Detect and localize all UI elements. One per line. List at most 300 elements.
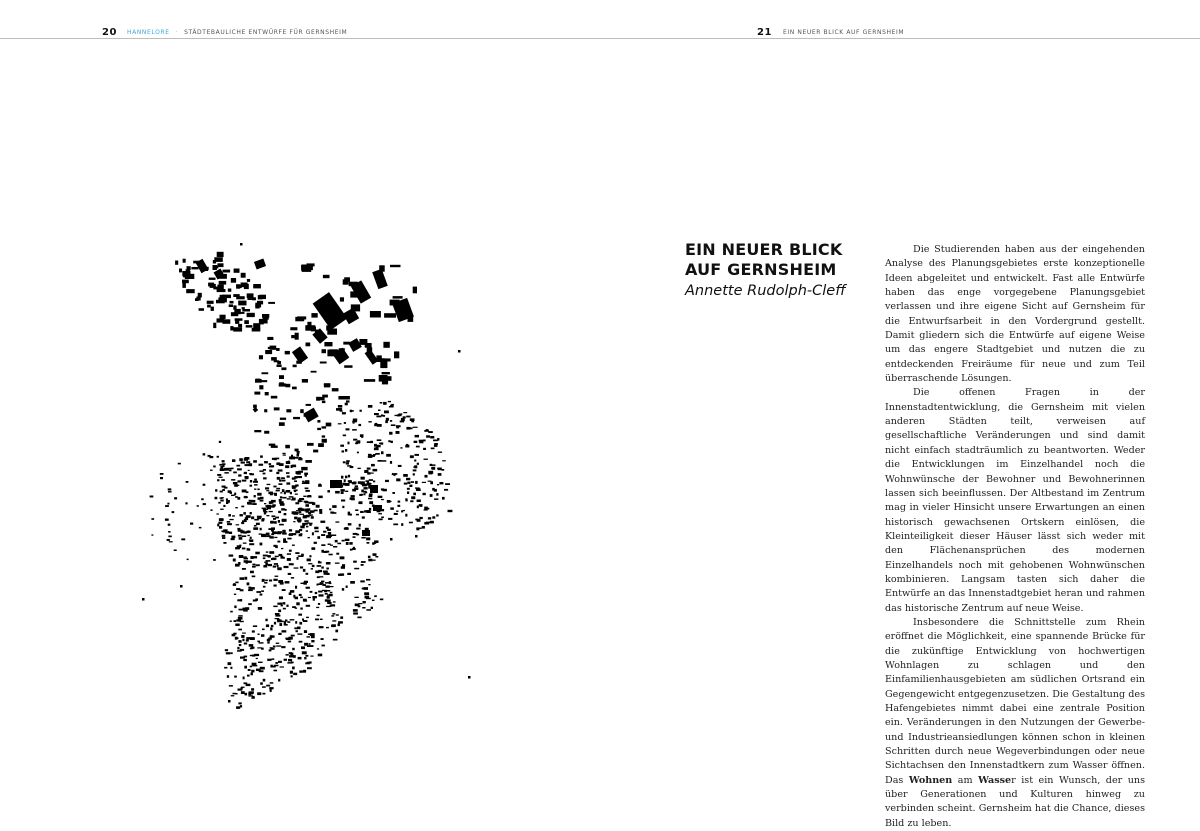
- building-block: [403, 416, 406, 418]
- building-block: [353, 422, 355, 423]
- building-block: [378, 410, 381, 412]
- building-block: [361, 477, 365, 480]
- building-block: [175, 261, 178, 265]
- building-block: [302, 482, 305, 484]
- building-block: [231, 479, 235, 481]
- building-block: [385, 480, 389, 482]
- building-block: [415, 487, 420, 488]
- building-block: [300, 566, 303, 568]
- building-block: [275, 613, 280, 615]
- building-block: [281, 508, 285, 510]
- building-block: [167, 539, 170, 541]
- building-block: [432, 488, 435, 491]
- building-block: [381, 414, 385, 417]
- building-block: [279, 623, 282, 626]
- building-block: [273, 606, 277, 608]
- building-block: [417, 528, 421, 529]
- building-block: [221, 530, 224, 532]
- building-block: [307, 636, 311, 637]
- building-block: [237, 599, 242, 601]
- building-block: [151, 534, 153, 535]
- building-block: [370, 441, 373, 443]
- building-block: [280, 666, 284, 667]
- building-block: [335, 630, 338, 633]
- building-block: [304, 630, 307, 633]
- building-block: [346, 586, 348, 588]
- building-block: [382, 489, 387, 492]
- building-block: [299, 641, 303, 643]
- building-block: [272, 458, 275, 460]
- building-block: [380, 442, 383, 444]
- building-block: [326, 527, 329, 529]
- building-block: [241, 506, 244, 508]
- building-block: [367, 542, 370, 544]
- building-block: [271, 446, 278, 448]
- building-block: [186, 289, 195, 293]
- building-block: [279, 479, 282, 481]
- building-block: [333, 639, 338, 641]
- building-block: [247, 313, 255, 317]
- building-block: [398, 465, 402, 467]
- building-block: [329, 583, 332, 584]
- building-block: [396, 431, 400, 434]
- building-block: [264, 582, 267, 584]
- building-block: [250, 637, 255, 640]
- building-block: [330, 604, 332, 606]
- building-block: [270, 492, 273, 495]
- building-block: [292, 648, 295, 650]
- building-block: [272, 658, 275, 660]
- building-block: [181, 538, 185, 540]
- building-block: [274, 407, 280, 410]
- building-block: [297, 557, 299, 560]
- building-block: [285, 351, 290, 355]
- building-block: [353, 609, 358, 612]
- building-block: [253, 405, 257, 408]
- building-block: [380, 599, 383, 601]
- building-block: [282, 519, 285, 522]
- building-block: [305, 504, 309, 507]
- building-block: [357, 452, 359, 454]
- building-block: [165, 519, 169, 521]
- building-block: [369, 508, 371, 511]
- building-block: [320, 521, 325, 523]
- building-block: [397, 505, 400, 507]
- building-block: [247, 675, 250, 677]
- building-block: [308, 537, 310, 538]
- large-building-block: [292, 346, 308, 363]
- building-block: [418, 490, 421, 491]
- building-block: [306, 515, 311, 516]
- building-block: [179, 269, 182, 273]
- building-block: [283, 541, 287, 543]
- building-block: [386, 454, 391, 457]
- building-block: [258, 607, 262, 610]
- building-block: [341, 476, 343, 479]
- building-block: [297, 476, 302, 478]
- building-block: [284, 659, 287, 661]
- building-block: [374, 448, 379, 451]
- building-block: [231, 538, 235, 540]
- building-block: [274, 585, 277, 587]
- building-block: [258, 295, 263, 299]
- building-block: [263, 555, 268, 557]
- building-block: [220, 469, 225, 472]
- building-block: [298, 471, 303, 473]
- building-block: [220, 509, 223, 510]
- building-block: [273, 545, 276, 547]
- building-block: [436, 514, 438, 516]
- building-block: [265, 350, 272, 354]
- building-block: [245, 517, 248, 520]
- building-block: [362, 516, 365, 518]
- building-block: [415, 519, 418, 521]
- building-block: [217, 479, 219, 481]
- building-block: [295, 317, 304, 321]
- building-block: [274, 622, 276, 625]
- building-block: [199, 308, 204, 311]
- building-block: [150, 496, 154, 498]
- building-block: [338, 408, 342, 411]
- building-block: [236, 619, 241, 621]
- building-block: [303, 516, 307, 518]
- building-block: [284, 621, 286, 624]
- building-block: [257, 692, 261, 695]
- building-block: [168, 531, 170, 533]
- building-block: [311, 568, 313, 570]
- building-block: [245, 457, 250, 460]
- building-block: [266, 624, 269, 627]
- building-block: [226, 498, 228, 501]
- building-block: [431, 448, 435, 450]
- building-block: [160, 477, 163, 479]
- building-block: [365, 492, 367, 494]
- building-block: [209, 278, 216, 280]
- building-block: [256, 523, 260, 525]
- building-block: [222, 460, 225, 462]
- building-block: [350, 466, 354, 468]
- building-block: [245, 464, 249, 466]
- building-block: [382, 372, 390, 374]
- building-block: [383, 342, 389, 348]
- building-block: [310, 656, 313, 657]
- building-block: [398, 501, 401, 503]
- building-block: [348, 442, 350, 445]
- building-block: [405, 499, 407, 501]
- building-block: [271, 506, 274, 508]
- building-block: [423, 448, 426, 450]
- building-block: [269, 511, 273, 512]
- building-block: [280, 556, 283, 558]
- building-block: [312, 565, 315, 567]
- building-block: [292, 498, 296, 500]
- building-block: [249, 543, 254, 545]
- building-block: [236, 284, 240, 289]
- building-block: [353, 561, 356, 563]
- building-block: [353, 536, 356, 538]
- building-block: [340, 573, 344, 575]
- building-block: [419, 440, 424, 442]
- building-block: [424, 459, 428, 460]
- building-block: [262, 314, 269, 318]
- building-block: [314, 510, 318, 512]
- building-block: [368, 405, 373, 408]
- building-block: [378, 496, 383, 498]
- building-block: [300, 597, 303, 599]
- building-block: [247, 502, 251, 505]
- building-block: [342, 506, 344, 508]
- building-block: [350, 549, 353, 551]
- building-block: [295, 552, 299, 554]
- building-block: [233, 482, 238, 484]
- building-block: [324, 342, 332, 346]
- building-block: [369, 501, 373, 504]
- building-block: [388, 518, 392, 520]
- building-block: [247, 279, 250, 282]
- building-block: [336, 553, 339, 555]
- large-building-block: [303, 408, 318, 423]
- building-block: [332, 613, 335, 615]
- large-building-block: [373, 505, 382, 511]
- building-block: [279, 501, 284, 504]
- building-block: [240, 657, 245, 659]
- building-block: [249, 500, 252, 502]
- building-block: [229, 685, 233, 687]
- building-block: [303, 600, 307, 601]
- building-block: [392, 492, 395, 494]
- building-block: [352, 482, 355, 484]
- building-block: [304, 520, 308, 522]
- building-block: [235, 318, 243, 321]
- building-block: [248, 530, 250, 532]
- building-block: [271, 558, 275, 560]
- building-block: [254, 430, 261, 432]
- building-block: [361, 494, 363, 496]
- building-block: [423, 493, 426, 495]
- building-block: [299, 534, 303, 536]
- building-block: [276, 462, 280, 465]
- building-block: [419, 517, 423, 519]
- building-block: [346, 428, 350, 430]
- paragraph-3: [885, 616, 1145, 831]
- building-block: [259, 385, 263, 389]
- building-block: [296, 630, 298, 632]
- building-block: [217, 456, 219, 458]
- building-block: [297, 454, 300, 457]
- building-block: [345, 476, 347, 479]
- building-block: [187, 559, 189, 560]
- building-block: [379, 519, 383, 521]
- building-block: [294, 567, 299, 568]
- building-block: [298, 517, 301, 519]
- building-block: [268, 302, 275, 304]
- building-block: [311, 547, 315, 550]
- building-block: [243, 610, 248, 612]
- building-block: [357, 617, 361, 619]
- building-block: [235, 496, 238, 498]
- building-block: [228, 289, 232, 292]
- building-block: [338, 396, 350, 400]
- building-block: [275, 458, 280, 460]
- building-block: [286, 654, 289, 656]
- building-block: [244, 320, 249, 324]
- building-block: [282, 530, 285, 533]
- building-block: [406, 427, 410, 430]
- building-block: [332, 620, 336, 621]
- building-block: [289, 496, 294, 497]
- building-block: [318, 654, 323, 657]
- outlier-building: [458, 350, 461, 353]
- building-block: [384, 313, 396, 318]
- building-block: [228, 514, 231, 516]
- building-block: [234, 606, 236, 609]
- outlier-building: [180, 585, 183, 588]
- building-block: [420, 505, 423, 507]
- building-block: [274, 670, 278, 672]
- building-block: [309, 524, 311, 526]
- building-block: [269, 687, 273, 689]
- building-block: [288, 641, 291, 643]
- building-block: [422, 526, 425, 529]
- building-block: [268, 564, 272, 566]
- building-block: [242, 633, 246, 634]
- building-block: [218, 502, 221, 504]
- building-block: [272, 505, 276, 506]
- building-block: [216, 513, 219, 514]
- building-block: [396, 478, 400, 481]
- building-block: [312, 502, 315, 505]
- building-block: [329, 594, 333, 597]
- building-block: [294, 627, 298, 629]
- building-block: [428, 431, 433, 433]
- building-block: [414, 441, 418, 443]
- building-block: [316, 397, 320, 401]
- building-block: [250, 512, 252, 514]
- building-block: [277, 531, 281, 534]
- building-block: [347, 573, 351, 575]
- building-block: [241, 687, 243, 689]
- building-block: [344, 277, 350, 282]
- building-block: [278, 610, 281, 613]
- building-block: [346, 460, 350, 462]
- building-block: [306, 343, 311, 347]
- building-block: [267, 659, 271, 661]
- building-block: [368, 559, 372, 562]
- building-block: [262, 579, 265, 582]
- building-block: [394, 513, 398, 515]
- building-block: [413, 493, 416, 496]
- outlier-building: [142, 598, 145, 601]
- building-block: [360, 410, 362, 412]
- building-block: [354, 568, 359, 570]
- building-block: [353, 547, 355, 550]
- building-block: [236, 706, 240, 709]
- building-block: [244, 666, 247, 669]
- building-block: [307, 508, 311, 511]
- building-block: [280, 418, 286, 420]
- building-block: [303, 496, 306, 497]
- building-block: [415, 481, 418, 484]
- building-block: [310, 591, 313, 593]
- building-block: [265, 392, 269, 395]
- building-block: [306, 605, 310, 607]
- building-block: [352, 421, 357, 423]
- paragraph-3-bold-wohnen: Wohnen: [908, 774, 953, 786]
- building-block: [403, 412, 407, 413]
- building-block: [294, 457, 298, 459]
- building-block: [388, 401, 391, 402]
- building-block: [270, 647, 273, 648]
- building-block: [272, 531, 277, 534]
- building-block: [355, 509, 358, 511]
- building-block: [182, 283, 186, 288]
- building-block: [262, 508, 267, 510]
- building-block: [413, 427, 418, 428]
- building-block: [276, 472, 279, 474]
- building-block: [264, 503, 266, 504]
- building-block: [263, 473, 266, 475]
- building-block: [291, 533, 296, 535]
- building-block: [307, 667, 312, 669]
- building-block: [374, 595, 377, 597]
- building-block: [373, 454, 376, 455]
- building-block: [406, 444, 408, 447]
- building-block: [254, 525, 257, 527]
- building-block: [279, 524, 284, 526]
- building-block: [348, 475, 350, 478]
- building-block: [298, 500, 301, 503]
- building-block: [263, 679, 266, 682]
- building-block: [223, 479, 225, 481]
- building-block: [306, 404, 311, 406]
- building-block: [371, 464, 375, 467]
- building-block: [315, 619, 319, 621]
- building-block: [276, 643, 280, 644]
- paragraph-3-text-c: r ist ein Wunsch, der uns über Generationen und Kulturen hinweg zu verbinden scheint. Gernsheim hat die Chance, dieses Bild zu leben.: [885, 774, 1145, 829]
- building-block: [230, 492, 232, 494]
- building-block: [236, 524, 240, 525]
- building-block: [258, 497, 261, 500]
- building-block: [235, 582, 238, 584]
- building-block: [353, 612, 358, 614]
- building-block: [211, 307, 214, 311]
- building-block: [217, 285, 223, 290]
- building-block: [271, 625, 274, 627]
- building-block: [283, 455, 286, 456]
- building-block: [319, 509, 322, 512]
- building-block: [264, 461, 267, 462]
- building-block: [222, 319, 230, 324]
- building-block: [253, 625, 257, 627]
- building-block: [266, 515, 269, 516]
- building-block: [185, 502, 187, 504]
- building-block: [261, 534, 266, 537]
- building-block: [262, 372, 269, 374]
- building-block: [239, 537, 243, 540]
- building-block: [286, 472, 290, 474]
- building-block: [295, 621, 297, 624]
- building-block: [325, 551, 329, 553]
- building-block: [238, 324, 242, 327]
- building-block: [219, 477, 223, 478]
- building-block: [172, 511, 175, 513]
- building-block: [269, 502, 271, 504]
- building-block: [322, 435, 325, 437]
- building-block: [254, 519, 258, 521]
- building-block: [433, 440, 438, 442]
- building-block: [257, 489, 259, 491]
- building-block: [238, 474, 241, 476]
